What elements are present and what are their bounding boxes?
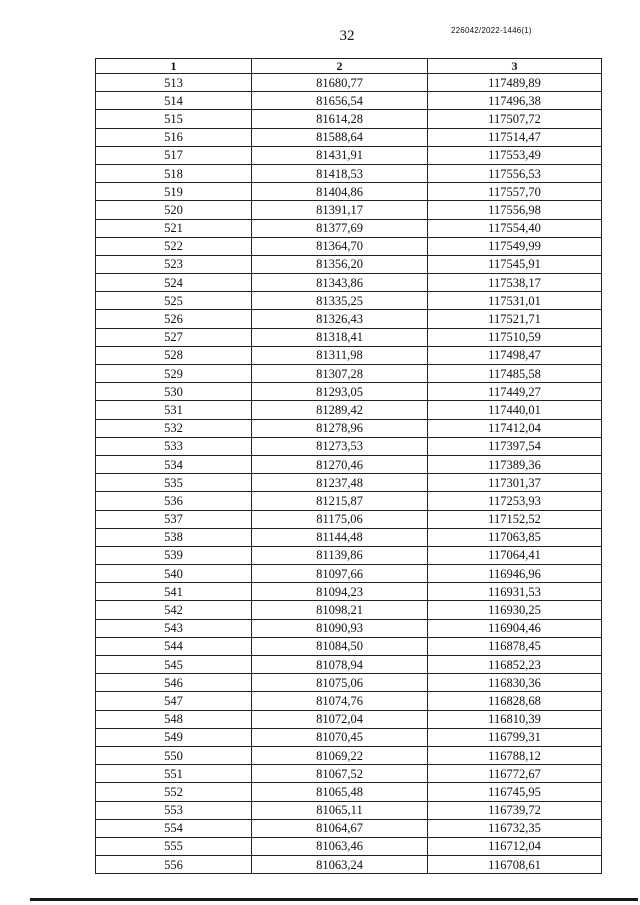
coordinate-x-cell: 81084,50 [252,637,428,655]
coordinate-x-cell: 81318,41 [252,328,428,346]
coordinate-y-cell: 117556,98 [428,201,602,219]
table-row [96,164,602,182]
coordinate-x-cell: 81343,86 [252,274,428,292]
point-number-cell: 549 [96,728,252,746]
table-header-row [96,59,602,74]
coordinate-y-cell: 117531,01 [428,292,602,310]
coordinate-y-cell: 117556,53 [428,164,602,182]
coordinate-x-cell: 81098,21 [252,601,428,619]
coordinate-y-cell: 117449,27 [428,383,602,401]
table-row [96,837,602,855]
coordinate-y-cell: 117063,85 [428,528,602,546]
coordinate-y-cell: 116931,53 [428,583,602,601]
point-number-cell: 542 [96,601,252,619]
table-row [96,656,602,674]
coordinate-x-cell: 81404,86 [252,183,428,201]
coordinate-y-cell: 117553,49 [428,146,602,164]
point-number-cell: 545 [96,656,252,674]
table-row [96,674,602,692]
point-number-cell: 514 [96,92,252,110]
point-number-cell: 541 [96,583,252,601]
point-number-cell: 527 [96,328,252,346]
coordinate-y-cell: 116946,96 [428,565,602,583]
coordinate-y-cell: 117507,72 [428,110,602,128]
coordinate-y-cell: 116828,68 [428,692,602,710]
point-number-cell: 538 [96,528,252,546]
coordinate-y-cell: 117301,37 [428,474,602,492]
coordinate-y-cell: 116830,36 [428,674,602,692]
coordinate-y-cell: 117485,58 [428,365,602,383]
table-row [96,746,602,764]
table-row [96,765,602,783]
point-number-cell: 556 [96,856,252,874]
coordinate-x-cell: 81063,46 [252,837,428,855]
coordinate-y-cell: 117440,01 [428,401,602,419]
table-row [96,237,602,255]
table-row [96,401,602,419]
coordinate-x-cell: 81377,69 [252,219,428,237]
table-row [96,637,602,655]
coordinate-y-cell: 116745,95 [428,783,602,801]
table-row [96,92,602,110]
point-number-cell: 536 [96,492,252,510]
point-number-cell: 526 [96,310,252,328]
point-number-cell: 537 [96,510,252,528]
table-row [96,219,602,237]
point-number-cell: 548 [96,710,252,728]
coordinate-y-cell: 116799,31 [428,728,602,746]
coordinate-y-cell: 116732,35 [428,819,602,837]
coordinate-x-cell: 81074,76 [252,692,428,710]
coordinate-x-cell: 81075,06 [252,674,428,692]
coordinate-x-cell: 81067,52 [252,765,428,783]
point-number-cell: 515 [96,110,252,128]
coordinate-y-cell: 116739,72 [428,801,602,819]
coordinate-x-cell: 81237,48 [252,474,428,492]
table-row [96,365,602,383]
coordinate-y-cell: 117510,59 [428,328,602,346]
point-number-cell: 516 [96,128,252,146]
point-number-cell: 518 [96,164,252,182]
point-number-cell: 513 [96,74,252,92]
table-body [96,74,602,874]
table-row [96,510,602,528]
coordinate-y-cell: 117412,04 [428,419,602,437]
coordinate-x-cell: 81065,48 [252,783,428,801]
coordinate-x-cell: 81070,45 [252,728,428,746]
coordinate-y-cell: 117152,52 [428,510,602,528]
coordinate-x-cell: 81078,94 [252,656,428,674]
coordinate-x-cell: 81431,91 [252,146,428,164]
table-row [96,728,602,746]
coordinate-y-cell: 117545,91 [428,255,602,273]
point-number-cell: 555 [96,837,252,855]
coordinate-y-cell: 116772,67 [428,765,602,783]
coordinate-y-cell: 117538,17 [428,274,602,292]
coordinate-x-cell: 81139,86 [252,546,428,564]
table-row [96,437,602,455]
table-row [96,110,602,128]
point-number-cell: 533 [96,437,252,455]
coordinate-y-cell: 117064,41 [428,546,602,564]
coordinate-x-cell: 81335,25 [252,292,428,310]
table-row [96,383,602,401]
table-row [96,783,602,801]
coordinate-y-cell: 117496,38 [428,92,602,110]
table-row [96,583,602,601]
table-row [96,292,602,310]
table-row [96,546,602,564]
table-row [96,274,602,292]
table-row [96,328,602,346]
point-number-cell: 531 [96,401,252,419]
point-number-cell: 553 [96,801,252,819]
point-number-cell: 543 [96,619,252,637]
table-row [96,856,602,874]
table-row [96,710,602,728]
coordinate-y-cell: 117514,47 [428,128,602,146]
point-number-cell: 539 [96,546,252,564]
table-row [96,310,602,328]
coordinate-x-cell: 81307,28 [252,365,428,383]
point-number-cell: 524 [96,274,252,292]
coordinate-x-cell: 81680,77 [252,74,428,92]
coordinate-x-cell: 81356,20 [252,255,428,273]
coordinate-y-cell: 117557,70 [428,183,602,201]
point-number-cell: 517 [96,146,252,164]
point-number-cell: 552 [96,783,252,801]
point-number-cell: 528 [96,346,252,364]
table-row [96,183,602,201]
coordinate-y-cell: 117549,99 [428,237,602,255]
table-row [96,474,602,492]
point-number-cell: 522 [96,237,252,255]
point-number-cell: 532 [96,419,252,437]
page-number: 32 [339,28,355,44]
coordinate-x-cell: 81289,42 [252,401,428,419]
coordinate-y-cell: 116708,61 [428,856,602,874]
table-row [96,146,602,164]
coordinates-table [95,58,602,874]
coordinate-x-cell: 81090,93 [252,619,428,637]
point-number-cell: 521 [96,219,252,237]
table-row [96,255,602,273]
coordinate-x-cell: 81656,54 [252,92,428,110]
bottom-rule [30,898,638,901]
coordinate-y-cell: 116712,04 [428,837,602,855]
point-number-cell: 554 [96,819,252,837]
coordinate-y-cell: 117253,93 [428,492,602,510]
coordinate-x-cell: 81278,96 [252,419,428,437]
table-row [96,801,602,819]
table-row [96,819,602,837]
column-header-3: 3 [428,59,602,74]
coordinate-x-cell: 81273,53 [252,437,428,455]
point-number-cell: 551 [96,765,252,783]
point-number-cell: 540 [96,565,252,583]
column-header-1: 1 [96,59,252,74]
coordinate-x-cell: 81614,28 [252,110,428,128]
table-row [96,128,602,146]
coordinate-y-cell: 116788,12 [428,746,602,764]
coordinate-x-cell: 81065,11 [252,801,428,819]
coordinate-x-cell: 81094,23 [252,583,428,601]
coordinate-x-cell: 81144,48 [252,528,428,546]
coordinate-y-cell: 116878,45 [428,637,602,655]
coordinate-y-cell: 117489,89 [428,74,602,92]
point-number-cell: 520 [96,201,252,219]
coordinate-y-cell: 117498,47 [428,346,602,364]
coordinate-y-cell: 117521,71 [428,310,602,328]
table-row [96,419,602,437]
table-row [96,492,602,510]
point-number-cell: 546 [96,674,252,692]
point-number-cell: 525 [96,292,252,310]
coordinate-y-cell: 117554,40 [428,219,602,237]
coordinate-x-cell: 81064,67 [252,819,428,837]
document-id: 226042/2022-1446(1) [451,26,532,35]
point-number-cell: 523 [96,255,252,273]
point-number-cell: 547 [96,692,252,710]
point-number-cell: 535 [96,474,252,492]
table-row [96,455,602,473]
coordinate-x-cell: 81326,43 [252,310,428,328]
table-row [96,346,602,364]
coordinate-x-cell: 81418,53 [252,164,428,182]
coordinate-x-cell: 81311,98 [252,346,428,364]
table-row [96,528,602,546]
point-number-cell: 519 [96,183,252,201]
coordinate-x-cell: 81063,24 [252,856,428,874]
table-row [96,601,602,619]
table-row [96,692,602,710]
coordinate-x-cell: 81364,70 [252,237,428,255]
coordinate-x-cell: 81069,22 [252,746,428,764]
point-number-cell: 529 [96,365,252,383]
coordinate-x-cell: 81215,87 [252,492,428,510]
coordinate-x-cell: 81072,04 [252,710,428,728]
point-number-cell: 534 [96,455,252,473]
coordinate-y-cell: 117397,54 [428,437,602,455]
table-row [96,565,602,583]
coordinate-y-cell: 116810,39 [428,710,602,728]
coordinate-x-cell: 81175,06 [252,510,428,528]
column-header-2: 2 [252,59,428,74]
coordinate-y-cell: 117389,36 [428,455,602,473]
point-number-cell: 544 [96,637,252,655]
coordinate-x-cell: 81270,46 [252,455,428,473]
coordinate-y-cell: 116852,23 [428,656,602,674]
table-row [96,619,602,637]
point-number-cell: 530 [96,383,252,401]
coordinate-x-cell: 81293,05 [252,383,428,401]
coordinate-y-cell: 116930,25 [428,601,602,619]
coordinate-x-cell: 81097,66 [252,565,428,583]
table-row [96,201,602,219]
point-number-cell: 550 [96,746,252,764]
table-row [96,74,602,92]
coordinate-y-cell: 116904,46 [428,619,602,637]
coordinate-x-cell: 81588,64 [252,128,428,146]
coordinate-x-cell: 81391,17 [252,201,428,219]
